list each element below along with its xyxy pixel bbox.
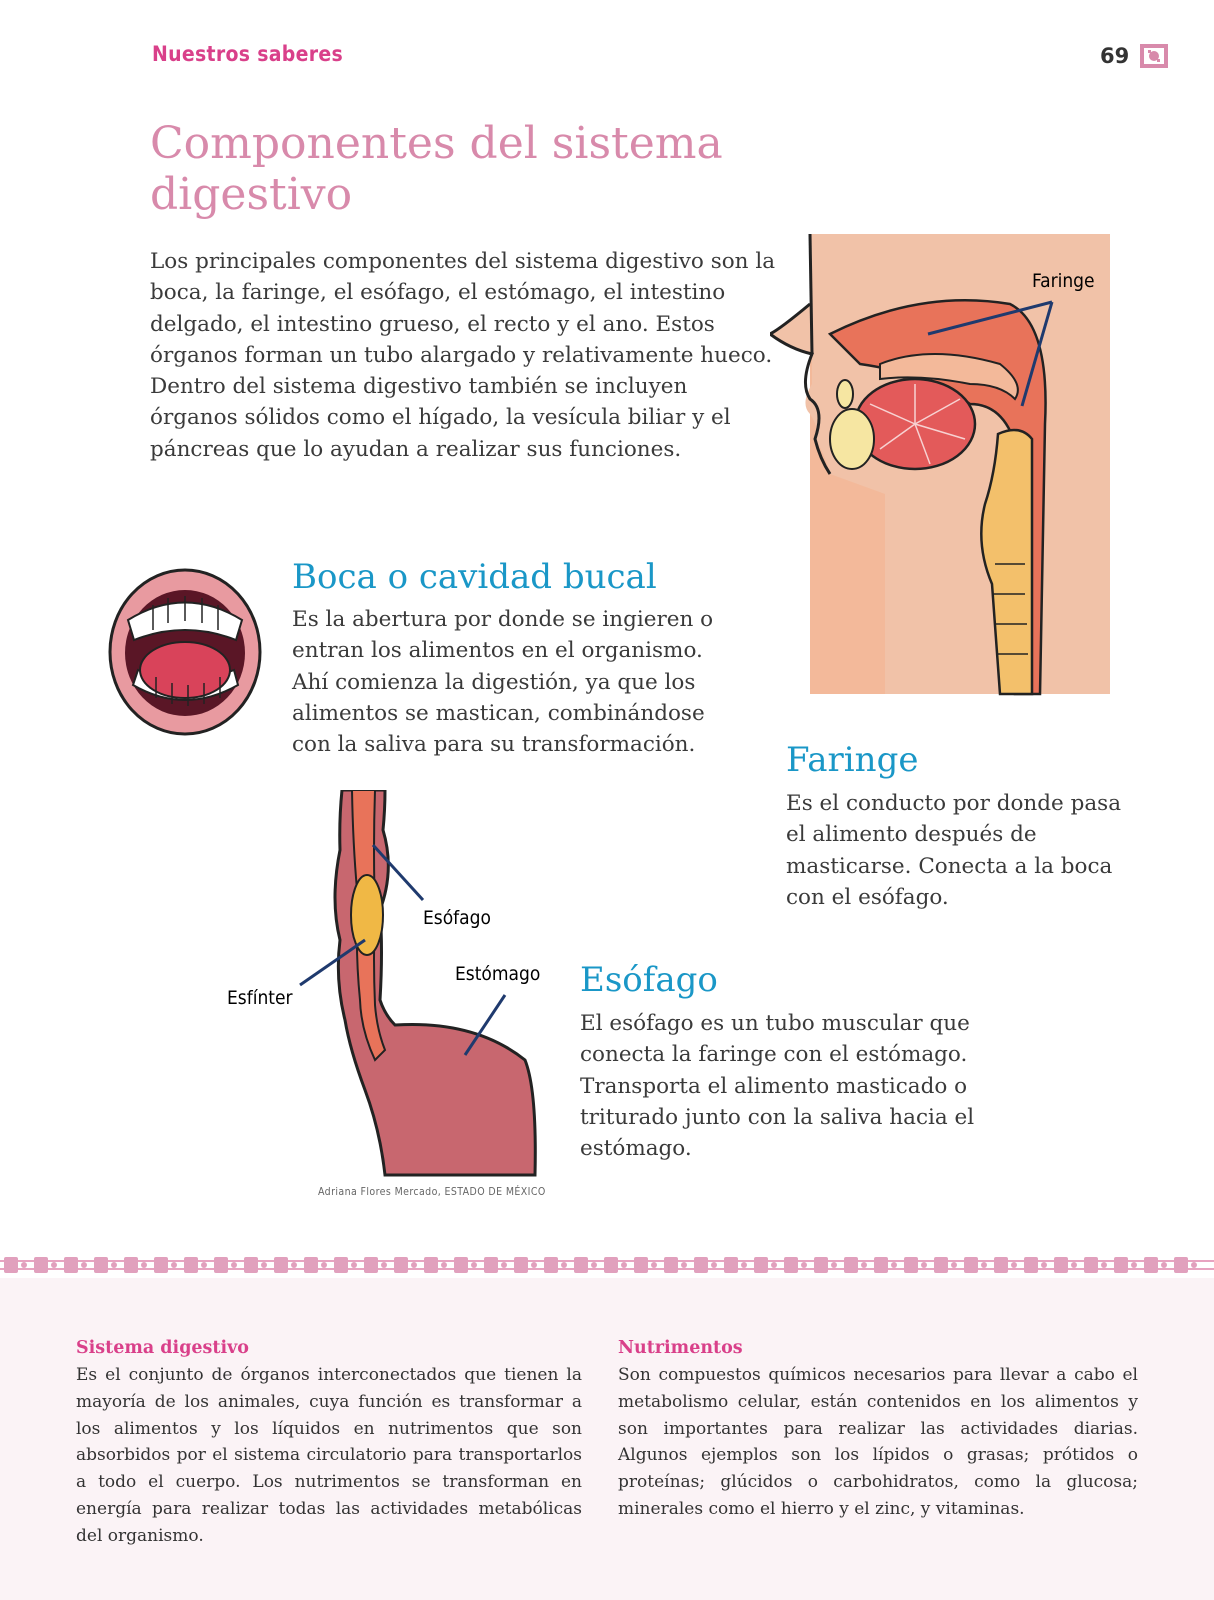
- text-boca: Es la abertura por donde se ingieren o entran los alimentos en el organismo. Ahí comienza la digestión, ya que los alimentos se mastican, combinándose con la saliva para su transformación.: [292, 607, 714, 758]
- glossary-definition-sistema-digestivo: Es el conjunto de órganos interconectados que tienen la mayoría de los animales, cuya función es transformar a los alimentos y los líquidos en nutrimentos que son absorbidos por el sistema circulatorio para transportarlos a todo el cuerpo. Los nutrimentos se transforman en energía para realizar todas las actividades metabólicas del organismo.: [76, 1365, 582, 1546]
- heading-faringe: Faringe: [786, 740, 919, 780]
- head-cross-section-illustration: [770, 234, 1120, 704]
- label-estomago: Estómago: [455, 963, 541, 985]
- intro-paragraph: Los principales componentes del sistema digestivo son la boca, la faringe, el esófago, el estómago, el intestino delgado, el intestino grueso, el recto y el ano. Estos órganos forman un tubo alargado y relativamente hueco. Dentro del sistema digestivo también se incluyen órganos sólidos como el hígado, la vesícula biliar y el páncreas que lo ayudan a realizar sus funciones.: [150, 249, 776, 462]
- open-mouth-illustration: [108, 565, 263, 740]
- heading-boca: Boca o cavidad bucal: [292, 557, 657, 597]
- esophagus-stomach-illustration: [215, 790, 555, 1180]
- text-esofago: El esófago es un tubo muscular que conecta la faringe con el estómago. Transporta el alimento masticado o triturado junto con la saliva hacia el estómago.: [580, 1011, 975, 1162]
- glyph-icon: [1136, 38, 1172, 74]
- illustration-credit: Adriana Flores Mercado, ESTADO DE MÉXICO: [318, 1186, 546, 1198]
- text-faringe: Es el conducto por donde pasa el alimento después de masticarse. Conecta a la boca con el esófago.: [786, 791, 1122, 910]
- heading-esofago: Esófago: [580, 960, 718, 1000]
- glossary-definition-nutrimentos: Son compuestos químicos necesarios para llevar a cabo el metabolismo celular, están contenidos en los alimentos y son importantes para realizar las actividades diarias. Algunos ejemplos son los lípidos o grasas; prótidos o proteínas; glúcidos o carbohidratos, como la glucosa; minerales como el hierro y el zinc, y vitaminas.: [618, 1365, 1138, 1519]
- border-pattern: [0, 1252, 1214, 1278]
- label-esfinter: Esfínter: [227, 987, 293, 1009]
- page-number: 69: [1100, 44, 1130, 68]
- page-title: Componentes del sistema digestivo: [150, 118, 723, 220]
- head-label-faringe: Faringe: [1032, 270, 1095, 292]
- glossary-term-nutrimentos: Nutrimentos: [618, 1338, 743, 1358]
- label-esofago: Esófago: [423, 907, 491, 929]
- running-head: Nuestros saberes: [152, 42, 344, 66]
- glossary-term-sistema-digestivo: Sistema digestivo: [76, 1338, 249, 1358]
